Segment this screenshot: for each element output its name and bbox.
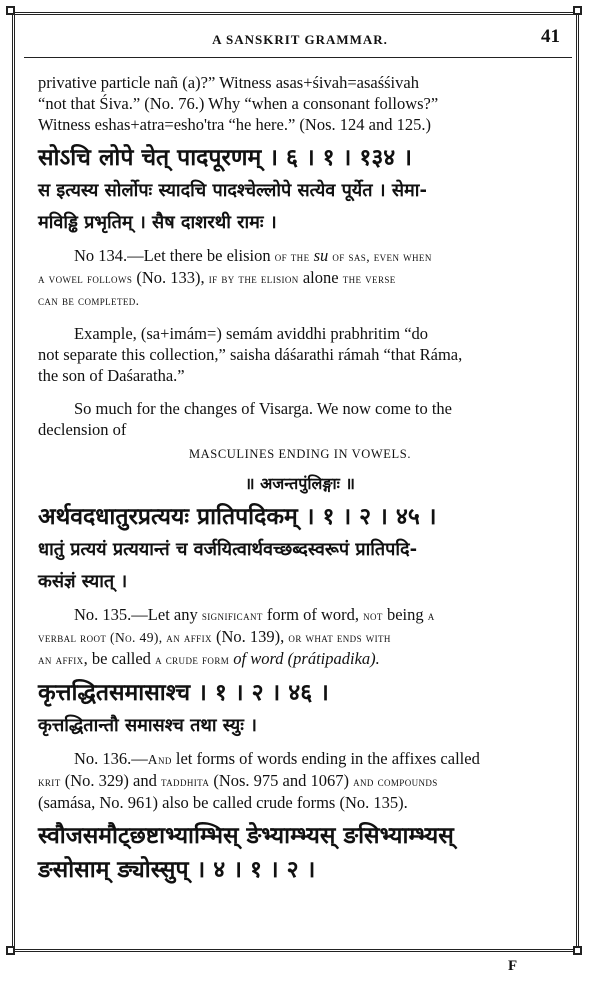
section-heading: MASCULINES ENDING IN VOWELS. xyxy=(188,447,412,461)
example-line: not separate this collection,” saisha dáśarathi rámah “that Ráma, xyxy=(38,345,463,364)
sutra-46: कृत्तद्धितसमासाश्च । १ । २ । ४६ । xyxy=(38,680,329,706)
example-line: Example, (sa+imám=) semám aviddhi prabhritim “do xyxy=(74,324,429,343)
text-line: privative particle nañ (a)?” Witness asas+śivah=asaśśivah xyxy=(38,73,419,92)
page-number: 41 xyxy=(541,26,560,47)
transition-line: declension of xyxy=(38,420,127,439)
running-title: A SANSKRIT GRAMMAR. xyxy=(212,32,388,47)
transition-line: So much for the changes of Visarga. We now come to the xyxy=(74,399,453,418)
frame-corner-ornament xyxy=(573,6,582,15)
page-body xyxy=(38,72,562,887)
page-header xyxy=(40,26,560,56)
adhikara-heading: ॥ अजन्तपुंलिङ्गाः ॥ xyxy=(244,474,356,493)
header-rule xyxy=(24,57,572,58)
sutra-45: अर्थवदधातुरप्रत्ययः प्रातिपदिकम् । १ । २ । ४५ । xyxy=(38,504,437,530)
vritti-line: स इत्यस्य सोर्लोपः स्यादचि पादश्चेल्लोपे सत्येव पूर्येत । सेमा- xyxy=(38,180,427,201)
text-line: Witness eshas+atra=esho'tra “he here.” (Nos. 124 and 125.) xyxy=(38,115,431,134)
frame-corner-ornament xyxy=(6,946,15,955)
text-line: “not that Śiva.” (No. 76.) Why “when a consonant follows?” xyxy=(38,94,439,113)
sutra-134: सोऽचि लोपे चेत् पादपूरणम् । ६ । १ । १३४ । xyxy=(38,145,412,171)
signature-mark: F xyxy=(508,958,518,974)
frame-corner-ornament xyxy=(573,946,582,955)
sutra-last-continued: ङसोसाम् ङ्योस्सुप् । ४ । १ । २ । xyxy=(38,857,316,883)
example-line: the son of Daśaratha.” xyxy=(38,366,185,385)
sutra-last: स्वौजसमौट्छष्टाभ्याम्भिस् ङेभ्याम्भ्यस् ङसिभ्याम्भ्यस् xyxy=(38,823,454,849)
vritti-line: मविड्ढि प्रभृतिम् । सैष दाशरथी रामः । xyxy=(38,212,277,233)
rule-136: No. 136.—And let forms of words ending in the affixes called krit (No. 329) and taddhita (Nos. 975 and 1067) and compounds (samása, No. 961) also be called crude forms (No. 135). xyxy=(38,749,480,812)
frame-corner-ornament xyxy=(6,6,15,15)
vritti-line: धातुं प्रत्ययं प्रत्ययान्तं च वर्जयित्वार्थवच्छब्दस्वरूपं प्रातिपदि- xyxy=(38,539,418,560)
rule-135: No. 135.—Let any significant form of word, not being a verbal root (No. 49), an affix (No. 139), or what ends with an affix, be called a crude form of word (prátipadika). xyxy=(38,605,435,668)
rule-134: No 134.—Let there be elision of the su of sas, even when a vowel follows (No. 133), if by the elision alone the verse can be completed. xyxy=(38,246,432,308)
vritti-line: कसंज्ञं स्यात् । xyxy=(38,571,128,592)
vritti-line: कृत्तद्धितान्तौ समासश्च तथा स्युः । xyxy=(38,715,257,736)
